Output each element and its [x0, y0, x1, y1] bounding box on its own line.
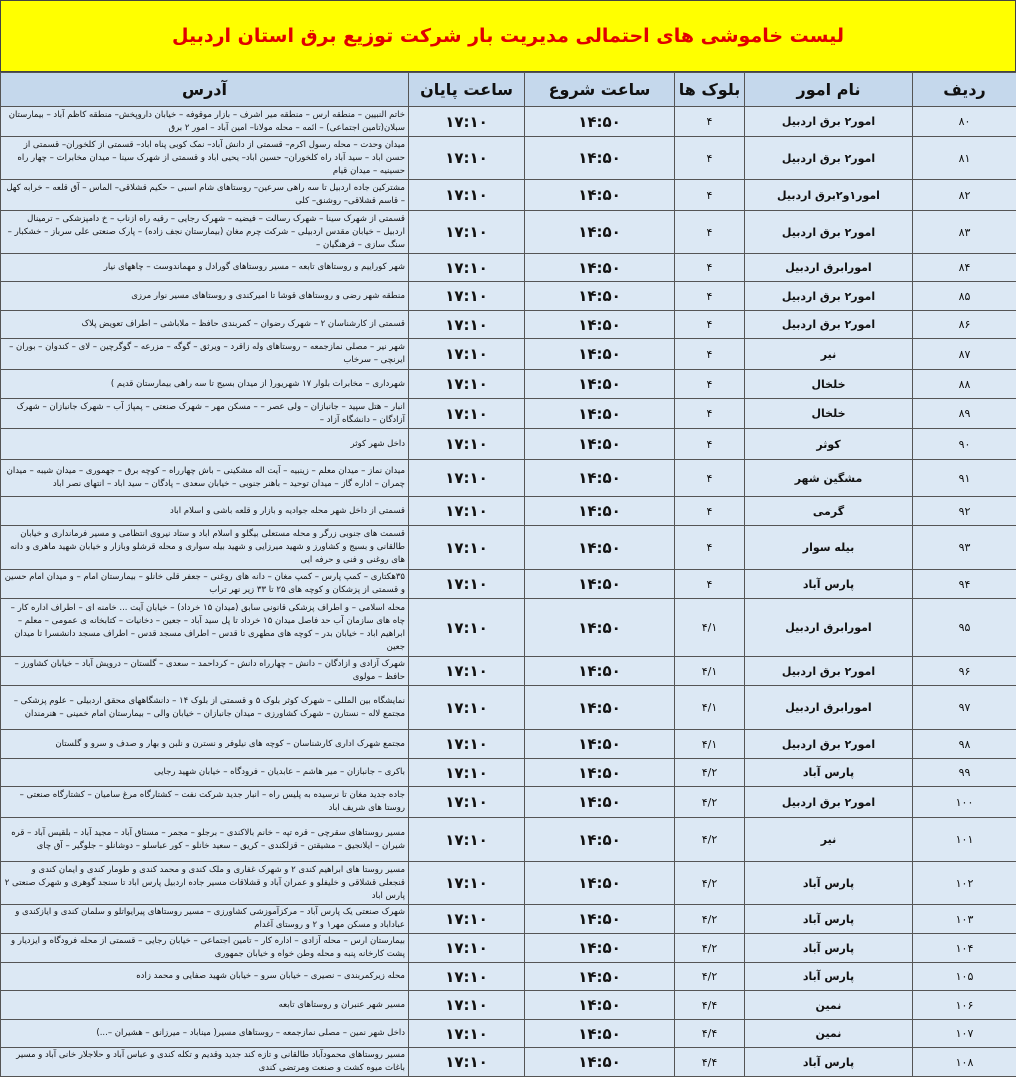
- cell-office-name: کوثر: [745, 429, 913, 460]
- cell-address: باکری – جانبازان – میر هاشم – عابدیان – فرودگاه – خیابان شهید رجایی: [1, 759, 409, 787]
- cell-block: ۴/۲: [675, 963, 745, 991]
- cell-row-number: ۹۷: [913, 686, 1016, 730]
- cell-row-number: ۸۴: [913, 254, 1016, 282]
- cell-block: ۴/۱: [675, 657, 745, 686]
- cell-row-number: ۸۶: [913, 311, 1016, 339]
- cell-block: ۴: [675, 137, 745, 180]
- cell-block: ۴: [675, 497, 745, 526]
- cell-office-name: امورابرق اردبیل: [745, 254, 913, 282]
- cell-end-time: ۱۷:۱۰: [409, 787, 525, 818]
- cell-office-name: نیر: [745, 339, 913, 370]
- cell-address: شهر نیر – مصلی نمازجمعه – روستاهای وله زاقرد – ویرثق – گوگه – مزرعه – گوگرچین – لای – کندوان – بوران – ایرنچی – سرخاب: [1, 339, 409, 370]
- cell-block: ۴: [675, 399, 745, 429]
- cell-row-number: ۸۸: [913, 370, 1016, 399]
- cell-office-name: گرمی: [745, 497, 913, 526]
- cell-office-name: پارس آباد: [745, 934, 913, 963]
- cell-end-time: ۱۷:۱۰: [409, 934, 525, 963]
- cell-row-number: ۱۰۰: [913, 787, 1016, 818]
- cell-start-time: ۱۴:۵۰: [525, 254, 675, 282]
- cell-row-number: ۹۸: [913, 730, 1016, 759]
- table-row: [1, 599, 1016, 657]
- cell-office-name: امور۲ برق اردبیل: [745, 730, 913, 759]
- cell-row-number: ۹۹: [913, 759, 1016, 787]
- cell-end-time: ۱۷:۱۰: [409, 599, 525, 657]
- cell-end-time: ۱۷:۱۰: [409, 429, 525, 460]
- cell-row-number: ۸۷: [913, 339, 1016, 370]
- cell-row-number: ۹۵: [913, 599, 1016, 657]
- table-row: [1, 787, 1016, 818]
- cell-end-time: ۱۷:۱۰: [409, 497, 525, 526]
- cell-office-name: پارس آباد: [745, 759, 913, 787]
- cell-row-number: ۹۳: [913, 526, 1016, 570]
- table-row: [1, 570, 1016, 599]
- cell-start-time: ۱۴:۵۰: [525, 1048, 675, 1077]
- cell-office-name: نمین: [745, 991, 913, 1020]
- cell-block: ۴: [675, 211, 745, 254]
- cell-block: ۴: [675, 429, 745, 460]
- cell-address: مجتمع شهرک اداری کارشناسان – کوچه های نیلوفر و نسترن و نلبن و بهار و صدف و سرو و گلستان: [1, 730, 409, 759]
- cell-office-name: امورابرق اردبیل: [745, 599, 913, 657]
- cell-office-name: پارس آباد: [745, 570, 913, 599]
- cell-end-time: ۱۷:۱۰: [409, 730, 525, 759]
- cell-start-time: ۱۴:۵۰: [525, 862, 675, 905]
- cell-start-time: ۱۴:۵۰: [525, 759, 675, 787]
- cell-row-number: ۹۰: [913, 429, 1016, 460]
- cell-start-time: ۱۴:۵۰: [525, 497, 675, 526]
- table-row: [1, 730, 1016, 759]
- cell-row-number: ۹۱: [913, 460, 1016, 497]
- cell-office-name: پارس آباد: [745, 1048, 913, 1077]
- cell-office-name: امور۲ برق اردبیل: [745, 311, 913, 339]
- cell-end-time: ۱۷:۱۰: [409, 991, 525, 1020]
- cell-block: ۴/۲: [675, 759, 745, 787]
- cell-office-name: خلخال: [745, 370, 913, 399]
- table-row: [1, 339, 1016, 370]
- cell-end-time: ۱۷:۱۰: [409, 905, 525, 934]
- cell-start-time: ۱۴:۵۰: [525, 211, 675, 254]
- cell-start-time: ۱۴:۵۰: [525, 107, 675, 137]
- cell-block: ۴: [675, 460, 745, 497]
- cell-block: ۴: [675, 282, 745, 311]
- cell-block: ۴/۱: [675, 730, 745, 759]
- cell-start-time: ۱۴:۵۰: [525, 787, 675, 818]
- cell-start-time: ۱۴:۵۰: [525, 686, 675, 730]
- title-bar: [0, 0, 1016, 72]
- table-row: [1, 254, 1016, 282]
- cell-address: قسمتی از شهرک سینا – شهرک رسالت – فیضیه – شهرک رجایی – رقیه راه ازناب – خ دامپزشکی – ترمینال اردبیل – خیابان مقدس اردبیلی – شرکت چرم مغان (بیمارستان نجف زاده) – پارک صنعتی علی سرباز – خشکبار – سنگ سازی – فرهنگیان –: [1, 211, 409, 254]
- cell-row-number: ۱۰۷: [913, 1020, 1016, 1048]
- cell-office-name: بیله سوار: [745, 526, 913, 570]
- col-header-row-number: ردیف: [913, 73, 1016, 107]
- cell-office-name: پارس آباد: [745, 905, 913, 934]
- cell-start-time: ۱۴:۵۰: [525, 399, 675, 429]
- cell-row-number: ۹۶: [913, 657, 1016, 686]
- cell-row-number: ۸۱: [913, 137, 1016, 180]
- table-row: [1, 759, 1016, 787]
- table-row: [1, 180, 1016, 211]
- table-row: [1, 963, 1016, 991]
- cell-address: داخل شهر نمین – مصلی نمازجمعه – روستاهای مسیر( میناباد – میرزانق – هشیران –...): [1, 1020, 409, 1048]
- cell-end-time: ۱۷:۱۰: [409, 818, 525, 862]
- cell-row-number: ۱۰۳: [913, 905, 1016, 934]
- cell-row-number: ۱۰۴: [913, 934, 1016, 963]
- cell-address: مسیر روستا های ابراهیم کندی ۲ و شهرک غفاری و ملک کندی و محمد کندی و طومار کندی و ایمان کندی و قنجعلی قشلاقی و خلیفلو و عمران آباد و قشلاقات مسیر جاده اردبیل پارس اباد تا سنجد گوهری و شهرک صنعتی ۲ پارس اباد: [1, 862, 409, 905]
- cell-address: مسیر روستاهای سقرچی – قره تپه – خانم بالاکندی – برجلو – مجمر – مستاق آباد – مجید آباد – بلقیس آباد – قره شیران – ایلانجیق – مشیقتن – قزلکندی – کریق – سعید خانلو – کور عباسلو – دوشانلو – جلوگیر – آق چای: [1, 818, 409, 862]
- cell-block: ۴/۲: [675, 934, 745, 963]
- cell-start-time: ۱۴:۵۰: [525, 963, 675, 991]
- table-row: [1, 311, 1016, 339]
- cell-end-time: ۱۷:۱۰: [409, 1048, 525, 1077]
- cell-end-time: ۱۷:۱۰: [409, 460, 525, 497]
- table-row: [1, 497, 1016, 526]
- cell-end-time: ۱۷:۱۰: [409, 254, 525, 282]
- cell-start-time: ۱۴:۵۰: [525, 282, 675, 311]
- cell-office-name: پارس آباد: [745, 862, 913, 905]
- col-header-address: آدرس: [1, 73, 409, 107]
- cell-row-number: ۸۹: [913, 399, 1016, 429]
- cell-block: ۴: [675, 180, 745, 211]
- cell-address: شهرداری – مخابرات بلوار ۱۷ شهریور( از میدان بسیج تا سه راهی بیمارستان قدیم ): [1, 370, 409, 399]
- cell-end-time: ۱۷:۱۰: [409, 311, 525, 339]
- table-row: [1, 1020, 1016, 1048]
- cell-block: ۴/۱: [675, 599, 745, 657]
- cell-address: میدان نماز – میدان معلم – زینبیه – آیت اله مشکینی – باش چهارراه – کوچه برق – جهموری – میدان شیبه – میدان چمران – اداره گاز – میدان توحید – باهنر جنوبی – خیابان سعدی – پادگان – سید اباد – انتهای نصر اباد: [1, 460, 409, 497]
- table-row: [1, 657, 1016, 686]
- table-row: [1, 211, 1016, 254]
- cell-start-time: ۱۴:۵۰: [525, 991, 675, 1020]
- cell-row-number: ۱۰۶: [913, 991, 1016, 1020]
- table-row: [1, 686, 1016, 730]
- cell-office-name: امور۱و۲برق اردبیل: [745, 180, 913, 211]
- cell-office-name: مشگین شهر: [745, 460, 913, 497]
- cell-end-time: ۱۷:۱۰: [409, 339, 525, 370]
- cell-address: بیمارستان ارس – محله آزادی – اداره کار – تامین اجتماعی – خیابان رجایی – قسمتی از محله فرودگاه و ایزدیار و پشت کارخانه پنبه و محله وطن خواه و خیابان جمهوری: [1, 934, 409, 963]
- cell-block: ۴/۲: [675, 862, 745, 905]
- cell-end-time: ۱۷:۱۰: [409, 1020, 525, 1048]
- cell-row-number: ۹۴: [913, 570, 1016, 599]
- cell-address: ۳۵هکتاری – کمپ پارس – کمپ مغان – دانه های روغنی – جعفر قلی خانلو – بیمارستان امام – و میدان امام حسین و قسمتی از پزشکان و کوچه های ۲۵ تا ۳۳ زیر نهر تراب: [1, 570, 409, 599]
- cell-office-name: امورابرق اردبیل: [745, 686, 913, 730]
- cell-office-name: امور۲ برق اردبیل: [745, 137, 913, 180]
- col-header-block: بلوک ها: [675, 73, 745, 107]
- cell-office-name: نمین: [745, 1020, 913, 1048]
- cell-office-name: خلخال: [745, 399, 913, 429]
- table-row: [1, 107, 1016, 137]
- cell-row-number: ۸۰: [913, 107, 1016, 137]
- col-header-office: نام امور: [745, 73, 913, 107]
- table-row: [1, 460, 1016, 497]
- cell-row-number: ۸۵: [913, 282, 1016, 311]
- cell-start-time: ۱۴:۵۰: [525, 905, 675, 934]
- cell-end-time: ۱۷:۱۰: [409, 657, 525, 686]
- cell-end-time: ۱۷:۱۰: [409, 862, 525, 905]
- cell-block: ۴: [675, 107, 745, 137]
- cell-address: شهرک آزادی و ازادگان – دانش – چهارراه دانش – کرداحمد – سعدی – گلستان – درویش آباد – خیابان کشاورز – حافظ – مولوی: [1, 657, 409, 686]
- cell-start-time: ۱۴:۵۰: [525, 429, 675, 460]
- cell-block: ۴/۲: [675, 787, 745, 818]
- cell-address: میدان وحدت – محله رسول اکرم– قسمتی از دانش آباد– نمک کوبی پناه اباد– قسمتی از کلخوران– قسمتی از حسن اباد – سید آباد راه کلخوران– حسین اباد– یحیی اباد و قسمتی از شهرک سینا – میدان مخابرات – چهار راه حسینیه – میدان قیام: [1, 137, 409, 180]
- cell-start-time: ۱۴:۵۰: [525, 599, 675, 657]
- table-row: [1, 370, 1016, 399]
- cell-block: ۴: [675, 570, 745, 599]
- cell-office-name: امور۲ برق اردبیل: [745, 282, 913, 311]
- cell-office-name: نیر: [745, 818, 913, 862]
- cell-address: قسمتی از داخل شهر محله جوادیه و بازار و قلعه باشی و اسلام اباد: [1, 497, 409, 526]
- table-row: [1, 862, 1016, 905]
- table-row: [1, 991, 1016, 1020]
- table-row: [1, 934, 1016, 963]
- cell-end-time: ۱۷:۱۰: [409, 107, 525, 137]
- cell-row-number: ۸۲: [913, 180, 1016, 211]
- table-header-row: [1, 73, 1016, 107]
- cell-start-time: ۱۴:۵۰: [525, 460, 675, 497]
- cell-row-number: ۸۳: [913, 211, 1016, 254]
- cell-block: ۴/۴: [675, 1048, 745, 1077]
- cell-start-time: ۱۴:۵۰: [525, 137, 675, 180]
- cell-block: ۴: [675, 311, 745, 339]
- cell-address: شهر کوراییم و روستاهای تابعه – مسیر روستاهای گورادل و مهماندوست – چاههای نیار: [1, 254, 409, 282]
- cell-end-time: ۱۷:۱۰: [409, 399, 525, 429]
- cell-address: مسیر روستاهای محمودآباد طالقانی و تازه کند جدید وقدیم و تکله کندی و عباس آباد و حلاجلار خانی آباد و مسیر باغات میوه کشت و صنعت ومرتضی کندی: [1, 1048, 409, 1077]
- cell-block: ۴/۲: [675, 905, 745, 934]
- cell-address: شهرک صنعتی یک پارس آباد – مرکزآموزشی کشاورزی – مسیر روستاهای پیرایواتلو و سلمان کندی و ایازکندی و عباداباد و مسکن مهر۱ و ۲ و روستای آغدام: [1, 905, 409, 934]
- cell-address: انبار – هتل سپید – جانبازان – ولی عصر – – مسکن مهر – شهرک صنعتی – پمپاژ آب – شهرک جانبازان – شهرک آزادگان – دانشگاه آزاد –: [1, 399, 409, 429]
- cell-start-time: ۱۴:۵۰: [525, 570, 675, 599]
- cell-start-time: ۱۴:۵۰: [525, 818, 675, 862]
- cell-start-time: ۱۴:۵۰: [525, 730, 675, 759]
- cell-start-time: ۱۴:۵۰: [525, 934, 675, 963]
- cell-end-time: ۱۷:۱۰: [409, 137, 525, 180]
- cell-address: منطقه شهر رضی و روستاهای قوشا تا امیرکندی و روستاهای مسیر نوار مرزی: [1, 282, 409, 311]
- cell-row-number: ۹۲: [913, 497, 1016, 526]
- cell-end-time: ۱۷:۱۰: [409, 370, 525, 399]
- cell-block: ۴/۴: [675, 1020, 745, 1048]
- table-row: [1, 818, 1016, 862]
- cell-start-time: ۱۴:۵۰: [525, 311, 675, 339]
- cell-block: ۴/۲: [675, 818, 745, 862]
- cell-end-time: ۱۷:۱۰: [409, 211, 525, 254]
- cell-block: ۴: [675, 526, 745, 570]
- cell-start-time: ۱۴:۵۰: [525, 339, 675, 370]
- col-header-start-time: ساعت شروع: [525, 73, 675, 107]
- cell-address: مسیر شهر عنبران و روستاهای تابعه: [1, 991, 409, 1020]
- table-row: [1, 905, 1016, 934]
- table-body: [1, 107, 1016, 1077]
- cell-start-time: ۱۴:۵۰: [525, 180, 675, 211]
- cell-block: ۴: [675, 339, 745, 370]
- cell-office-name: امور۲ برق اردبیل: [745, 787, 913, 818]
- cell-row-number: ۱۰۱: [913, 818, 1016, 862]
- cell-end-time: ۱۷:۱۰: [409, 686, 525, 730]
- page-title: لیست خاموشی های احتمالی مدیریت بار شرکت توزیع برق استان اردبیل: [171, 25, 844, 47]
- table-row: [1, 1048, 1016, 1077]
- col-header-end-time: ساعت پایان: [409, 73, 525, 107]
- cell-end-time: ۱۷:۱۰: [409, 759, 525, 787]
- cell-office-name: پارس آباد: [745, 963, 913, 991]
- table-row: [1, 282, 1016, 311]
- cell-address: قسمتی از کارشناسان ۲ – شهرک رضوان – کمربندی حافظ – ملاباشی – اطراف تعویض پلاک: [1, 311, 409, 339]
- cell-row-number: ۱۰۸: [913, 1048, 1016, 1077]
- cell-address: جاده جدید مغان تا نرسیده به پلیس راه – انبار جدید شرکت نفت – کشتارگاه مرغ سامیان – کشتارگاه صنعتی – روستا های شریف اباد: [1, 787, 409, 818]
- cell-end-time: ۱۷:۱۰: [409, 282, 525, 311]
- cell-block: ۴: [675, 370, 745, 399]
- cell-start-time: ۱۴:۵۰: [525, 370, 675, 399]
- cell-address: خاتم النبیین – منطقه ارس – منطقه میر اشرف – بازار موقوفه – خیابان داروپخش– منطقه کاظم آباد – بیمارستان سبلان(تامین اجتماعی) – ائمه – محله مولانا– امین آباد – امور ۲ برق: [1, 107, 409, 137]
- outage-table: [0, 72, 1016, 1077]
- cell-address: داخل شهر کوثر: [1, 429, 409, 460]
- cell-start-time: ۱۴:۵۰: [525, 657, 675, 686]
- cell-address: محله زیرکمربندی – نصیری – خیابان سرو – خیابان شهید صفایی و محمد زاده: [1, 963, 409, 991]
- cell-office-name: امور۲ برق اردبیل: [745, 657, 913, 686]
- cell-address: نمایشگاه بین المللی – شهرک کوثر بلوک ۵ و قسمتی از بلوک ۱۴ – دانشگاههای محقق اردبیلی – علوم پزشکی – مجتمع لاله – نستارن – شهرک کشاورزی – میدان جانبازان – خیابان والی – بیمارستان امام خمینی – هنرمندان: [1, 686, 409, 730]
- table-row: [1, 137, 1016, 180]
- cell-block: ۴/۴: [675, 991, 745, 1020]
- cell-row-number: ۱۰۲: [913, 862, 1016, 905]
- table-row: [1, 526, 1016, 570]
- cell-address: محله اسلامی – و اطراف پزشکی قانونی سابق (میدان ۱۵ خرداد) – خیابان آیت ... خامنه ای – اطراف اداره کار – چاه های سازمان آب حد فاصل میدان ۱۵ خرداد تا پل سید آباد – جعین – دخانیات – کتابخانه ی عمومی – معلم – ابراهیم اباد – خیابان بدر – کوچه های مطهری تا قدس – اطراف مسجد قدس – اطراف مسجد دانشسرا تا میدان جعین: [1, 599, 409, 657]
- cell-block: ۴/۱: [675, 686, 745, 730]
- cell-end-time: ۱۷:۱۰: [409, 963, 525, 991]
- cell-row-number: ۱۰۵: [913, 963, 1016, 991]
- cell-end-time: ۱۷:۱۰: [409, 526, 525, 570]
- cell-start-time: ۱۴:۵۰: [525, 1020, 675, 1048]
- cell-office-name: امور۲ برق اردبیل: [745, 107, 913, 137]
- cell-start-time: ۱۴:۵۰: [525, 526, 675, 570]
- cell-block: ۴: [675, 254, 745, 282]
- cell-address: قسمت های جنوبی زرگر و محله مستعلی بیگلو و اسلام اباد و ستاد نیروی انتظامی و مسیر فرمانداری و خیابان طالقانی و بسیج و کشاورز و شهید میرزایی و شهید بیله سواری و محله قرشلو وبازار و خیابان شهید ماهری و دانه های روغنی و فنی و حرفه ایی: [1, 526, 409, 570]
- cell-end-time: ۱۷:۱۰: [409, 570, 525, 599]
- cell-office-name: امور۲ برق اردبیل: [745, 211, 913, 254]
- cell-end-time: ۱۷:۱۰: [409, 180, 525, 211]
- table-row: [1, 429, 1016, 460]
- table-row: [1, 399, 1016, 429]
- cell-address: مشترکین جاده اردبیل تا سه راهی سرعین– روستاهای شام اسبی – حکیم قشلاقی– الماس – آق قلعه – خرابه کهل – قاسم قشلاقی– روشنق– کلی: [1, 180, 409, 211]
